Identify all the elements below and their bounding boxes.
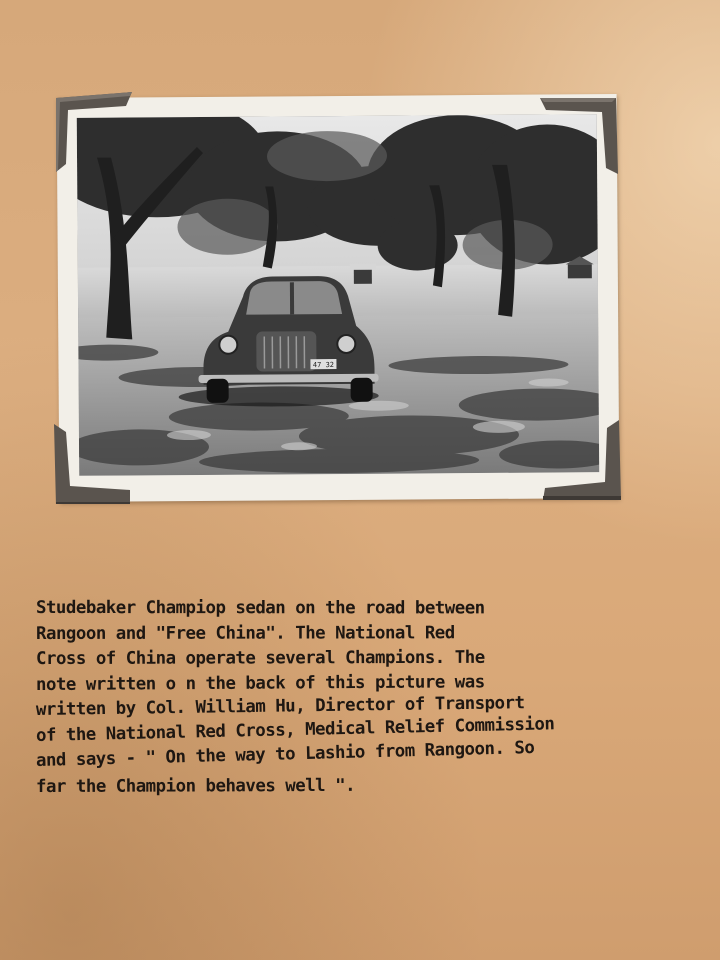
caption-line-7: and says - " On the way to Lashio from Rangoon. So xyxy=(35,737,535,771)
photo-corner-top-right xyxy=(540,94,620,174)
caption-line-1: Studebaker Champiop sedan on the road between xyxy=(35,598,485,619)
caption-line-3: Cross of China operate several Champions. The xyxy=(35,647,485,669)
photo-corner-top-left xyxy=(52,92,132,172)
photo-illustration xyxy=(77,114,599,476)
photo-image xyxy=(77,114,599,476)
caption-line-6: of the National Red Cross, Medical Relief Commission xyxy=(35,713,555,746)
caption-line-8: far the Champion behaves well ". xyxy=(35,775,356,797)
typed-caption xyxy=(36,596,701,800)
photo-corner-bottom-left xyxy=(50,424,130,504)
caption-line-5: written by Col. William Hu, Director of Transport xyxy=(35,693,525,720)
caption-line-4: note written o n the back of this picture was xyxy=(35,671,485,695)
photo-corner-bottom-right xyxy=(543,420,623,500)
caption-line-2: Rangoon and "Free China". The National Red xyxy=(35,622,455,644)
license-plate: 47 32 xyxy=(312,361,335,370)
photo-print xyxy=(57,94,620,502)
